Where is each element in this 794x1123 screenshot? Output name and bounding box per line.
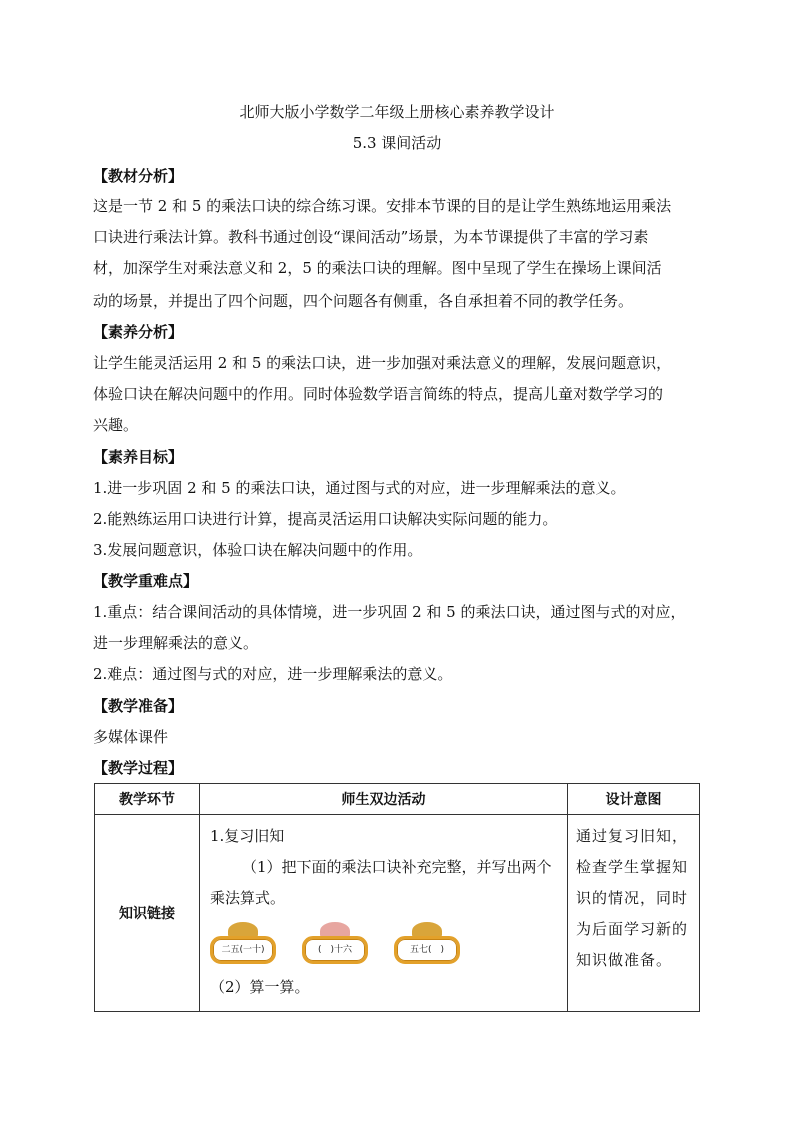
intent-line: 识的情况，同时: [576, 889, 689, 907]
rhyme-card: [394, 922, 460, 964]
teaching-process-table: [94, 783, 700, 1012]
rhyme-label: 二五(一十): [210, 936, 276, 964]
rhyme-label: ( )十六: [302, 936, 368, 964]
intent-line: 为后面学习新的: [576, 920, 689, 938]
paragraph-line: 动的场景，并提出了四个问题，四个问题各有侧重，各自承担着不同的教学任务。: [93, 292, 634, 310]
heading-literacy-analysis: 【素养分析】: [93, 323, 184, 341]
heading-teaching-prep: 【教学准备】: [93, 697, 184, 715]
column-header-intent: 设计意图: [568, 784, 700, 815]
question-2: （2）算一算。: [210, 978, 310, 996]
paragraph-line: 口诀进行乘法计算。教科书通过创设“课间活动”场景，为本节课提供了丰富的学习素: [93, 228, 649, 246]
activity-cell: [200, 815, 568, 1012]
intent-line: 通过复习旧知，: [576, 827, 689, 845]
intent-line: 检查学生掌握知: [576, 858, 689, 876]
table-row: [95, 815, 700, 1012]
heading-teaching-process: 【教学过程】: [93, 759, 184, 777]
table-header-row: [95, 784, 700, 815]
paragraph-line: 兴趣。: [93, 416, 139, 434]
rhyme-label: 五七( ): [394, 936, 460, 964]
intent-cell: [568, 815, 700, 1012]
key-point-line: 2.难点：通过图与式的对应，进一步理解乘法的意义。: [93, 665, 453, 683]
heading-literacy-goals: 【素养目标】: [93, 448, 184, 466]
paragraph-line: 这是一节 2 和 5 的乘法口诀的综合练习课。安排本节课的目的是让学生熟练地运用乘法: [93, 197, 672, 215]
heading-key-points: 【教学重难点】: [93, 572, 199, 590]
stage-cell: 知识链接: [95, 815, 200, 1012]
review-item: 1.复习旧知: [210, 827, 285, 845]
rhyme-card: [302, 922, 368, 964]
lesson-subtitle: 5.3 课间活动: [352, 134, 442, 152]
paragraph-line: 让学生能灵活运用 2 和 5 的乘法口诀，进一步加强对乘法意义的理解，发展问题意识，: [93, 354, 672, 372]
paragraph-line: 体验口诀在解决问题中的作用。同时体验数学语言简练的特点，提高儿童对数学学习的: [93, 385, 664, 403]
question-1: （1）把下面的乘法口诀补充完整，并写出两个: [242, 858, 552, 876]
intent-line: 知识做准备。: [576, 951, 673, 969]
goal-item: 1.进一步巩固 2 和 5 的乘法口诀，通过图与式的对应，进一步理解乘法的意义。: [93, 479, 626, 497]
prep-item: 多媒体课件: [93, 728, 169, 746]
paragraph-line: 材，加深学生对乘法意义和 2，5 的乘法口诀的理解。图中呈现了学生在操场上课间活: [93, 259, 662, 277]
column-header-activity: 师生双边活动: [200, 784, 568, 815]
question-1-cont: 乘法算式。: [210, 889, 286, 907]
goal-item: 3.发展问题意识，体验口诀在解决问题中的作用。: [93, 541, 423, 559]
key-point-line: 进一步理解乘法的意义。: [93, 634, 259, 652]
document-title: 北师大版小学数学二年级上册核心素养教学设计: [239, 103, 555, 121]
heading-textbook-analysis: 【教材分析】: [93, 167, 184, 185]
rhyme-card: [210, 922, 276, 964]
rhyme-cards: [210, 914, 559, 972]
goal-item: 2.能熟练运用口诀进行计算，提高灵活运用口诀解决实际问题的能力。: [93, 510, 558, 528]
key-point-line: 1.重点：结合课间活动的具体情境，进一步巩固 2 和 5 的乘法口诀，通过图与式的对应，: [93, 603, 686, 621]
column-header-stage: 教学环节: [95, 784, 200, 815]
